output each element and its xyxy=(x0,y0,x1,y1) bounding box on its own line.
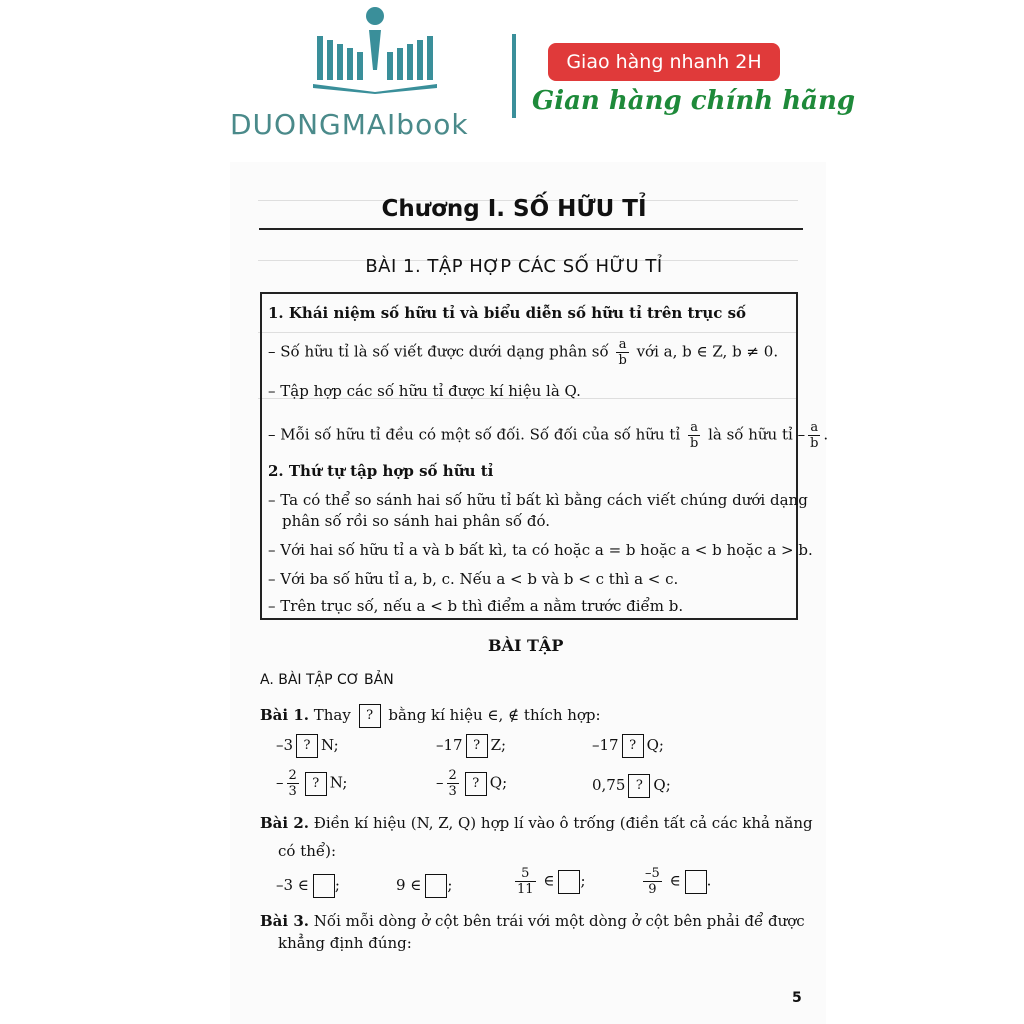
ex2-item-a xyxy=(276,874,340,898)
ex1-item-set: Q; xyxy=(489,773,508,792)
theory-line-3-mid: là số hữu tỉ – xyxy=(708,425,806,444)
frac-num: 5 xyxy=(515,866,536,882)
separator: ; xyxy=(447,876,453,894)
empty-answer-box[interactable] xyxy=(685,870,707,894)
empty-answer-box[interactable] xyxy=(313,874,335,898)
ex2-item-expr: –3 ∈ xyxy=(276,876,309,894)
theory-line-4a: – Ta có thể so sánh hai số hữu tỉ bất kì bằng cách viết chúng dưới dạng xyxy=(268,491,808,509)
ex1-item-d: – $\frac{2}{3}$ ? N; xyxy=(276,768,348,799)
ex2-item-expr: 9 ∈ xyxy=(396,876,422,894)
answer-box[interactable]: ? xyxy=(466,734,488,758)
frac-den: b xyxy=(810,436,819,451)
shop-header xyxy=(0,0,1024,160)
theory-line-4b: phân số rồi so sánh hai phân số đó. xyxy=(282,512,551,530)
element-of-symbol: ∈ xyxy=(543,871,555,890)
ex1-item-value: –3 xyxy=(276,736,294,754)
ex1-item-a xyxy=(276,734,339,758)
period: . xyxy=(706,871,712,890)
section-a-title: A. BÀI TẬP CƠ BẢN xyxy=(260,672,394,688)
ex1-item-set: Q; xyxy=(653,776,671,794)
exercise-1-prompt xyxy=(260,704,601,728)
ex1-item-set: N; xyxy=(321,736,339,754)
fast-delivery-badge: Giao hàng nhanh 2H xyxy=(548,43,780,81)
theory-line-3-pre: – Mỗi số hữu tỉ đều có một số đối. Số đối của số hữu tỉ xyxy=(268,425,681,444)
theory-line-5: – Với hai số hữu tỉ a và b bất kì, ta có hoặc a = b hoặc a < b hoặc a > b. xyxy=(268,541,813,559)
frac-den: 9 xyxy=(648,882,657,897)
frac-num: 2 xyxy=(288,768,297,783)
ex1-item-value: –17 xyxy=(592,736,619,754)
chapter-rule xyxy=(259,228,803,230)
answer-box[interactable]: ? xyxy=(305,772,327,796)
ex1-item-e: – $\frac{2}{3}$ ? Q; xyxy=(436,768,508,799)
theory-line-1-post: với a, b ∈ Z, b ≠ 0. xyxy=(636,342,779,361)
separator: ; xyxy=(334,876,340,894)
ex1-item-c xyxy=(592,734,664,758)
ex2-item-b xyxy=(396,874,452,898)
exercise-3-label: Bài 3. xyxy=(260,912,309,930)
frac-den: 3 xyxy=(288,784,297,799)
exercise-2-prompt xyxy=(260,814,813,832)
theory-heading-2: 2. Thứ tự tập hợp số hữu tỉ xyxy=(268,462,494,480)
answer-box[interactable]: ? xyxy=(465,772,487,796)
exercise-1-text-pre: Thay xyxy=(313,706,351,724)
brand-name: DUONGMAIbook xyxy=(230,108,469,141)
ex1-item-f xyxy=(592,774,671,798)
ex1-item-set: N; xyxy=(329,773,348,792)
fraction xyxy=(643,866,662,897)
fraction xyxy=(447,768,459,799)
ex1-item-value: –17 xyxy=(436,736,463,754)
page-number: 5 xyxy=(792,990,802,1006)
fraction xyxy=(515,866,536,897)
frac-num: a xyxy=(688,420,700,436)
theory-line-7: – Trên trục số, nếu a < b thì điểm a nằm trước điểm b. xyxy=(268,597,684,615)
exercise-1-text-post: bằng kí hiệu ∈, ∉ thích hợp: xyxy=(388,706,601,724)
theory-line-1-pre: – Số hữu tỉ là số viết được dưới dạng phân số xyxy=(268,342,609,361)
frac-den: b xyxy=(689,436,699,451)
theory-line-2: – Tập hợp các số hữu tỉ được kí hiệu là Q. xyxy=(268,382,581,400)
frac-num: 2 xyxy=(448,768,457,783)
empty-answer-box[interactable] xyxy=(425,874,447,898)
exercise-2-text: Điền kí hiệu (N, Z, Q) hợp lí vào ô trống (điền tất cả các khả năng xyxy=(313,814,813,832)
ex2-item-d xyxy=(640,866,711,897)
fraction xyxy=(287,768,299,799)
frac-num: –5 xyxy=(645,866,660,881)
theory-line-3: – Mỗi số hữu tỉ đều có một số đối. Số đối của số hữu tỉ $\frac{a}{b}$ là số hữu tỉ – $\frac{a}{b}$ . xyxy=(268,420,829,451)
frac-den: b xyxy=(618,353,627,368)
question-box: ? xyxy=(359,704,381,728)
answer-box[interactable]: ? xyxy=(622,734,644,758)
exercises-title: BÀI TẬP xyxy=(488,636,564,655)
ex1-item-set: Z; xyxy=(490,736,507,754)
element-of-symbol: ∈ xyxy=(669,871,681,890)
fraction-a-over-b xyxy=(616,337,628,368)
exercise-3-prompt xyxy=(260,912,805,930)
theory-line-6: – Với ba số hữu tỉ a, b, c. Nếu a < b và b < c thì a < c. xyxy=(268,570,679,588)
exercise-3-text-2: khẳng định đúng: xyxy=(278,934,412,952)
header-divider xyxy=(512,34,516,118)
fraction-a-over-b xyxy=(688,420,700,451)
separator: ; xyxy=(580,871,586,890)
ex1-item-set: Q; xyxy=(646,736,664,754)
lesson-title: BÀI 1. TẬP HỢP CÁC SỐ HỮU TỈ xyxy=(365,256,663,277)
empty-answer-box[interactable] xyxy=(558,870,580,894)
chapter-title: Chương I. SỐ HỮU TỈ xyxy=(381,196,647,222)
answer-box[interactable]: ? xyxy=(628,774,650,798)
exercise-2-label: Bài 2. xyxy=(260,814,309,832)
exercise-3-text: Nối mỗi dòng ở cột bên trái với một dòng ở cột bên phải để được xyxy=(313,912,805,930)
answer-box[interactable]: ? xyxy=(296,734,318,758)
frac-num: a xyxy=(808,420,820,436)
exercise-1-label: Bài 1. xyxy=(260,706,309,724)
frac-den: 3 xyxy=(448,784,457,799)
theory-line-1 xyxy=(268,337,778,368)
ex1-item-value: 0,75 xyxy=(592,776,626,794)
official-store-tagline: Gian hàng chính hãng xyxy=(532,86,856,116)
ex2-item-c xyxy=(512,866,586,897)
exercise-2-text-2: có thể): xyxy=(278,842,337,860)
ex1-item-b xyxy=(436,734,506,758)
frac-den: 11 xyxy=(517,882,534,897)
fraction-a-over-b xyxy=(808,420,820,451)
frac-num: a xyxy=(616,337,628,353)
theory-heading-1: 1. Khái niệm số hữu tỉ và biểu diễn số hữu tỉ trên trục số xyxy=(268,304,747,322)
book-logo-icon xyxy=(305,6,445,94)
